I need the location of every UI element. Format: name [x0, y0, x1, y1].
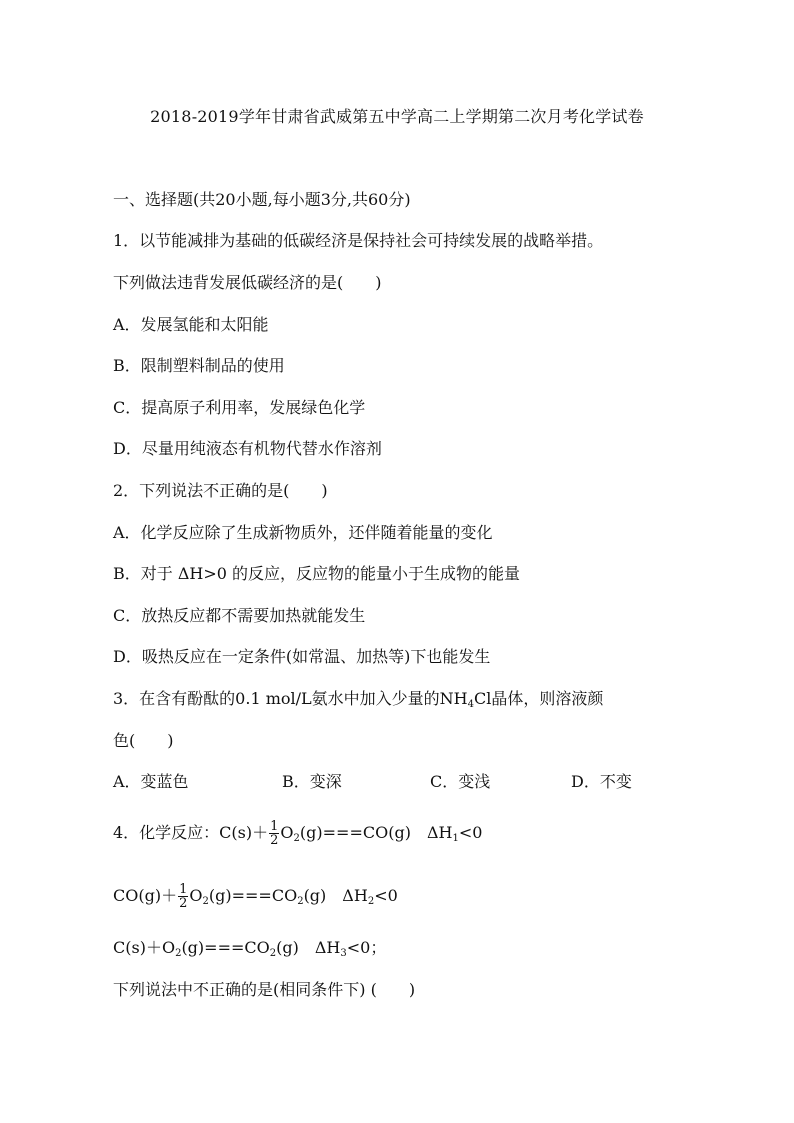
section-header: 一、选择题(共20小题,每小题3分,共60分) — [113, 190, 411, 209]
o2-symbol: O — [189, 886, 203, 905]
q1-option-c: C．提高原子利用率，发展绿色化学 — [113, 398, 366, 417]
eq1-rest: (g)===CO(g) ΔH — [299, 823, 453, 842]
q3-stem-line2: 色( ) — [113, 731, 174, 750]
q3-stem-line1 — [113, 688, 603, 710]
q3-option-d: D．不变 — [571, 772, 632, 791]
eq3-a: C(s)＋O — [113, 938, 176, 957]
dh3-subscript: 3 — [340, 948, 347, 959]
fraction-denominator: 2 — [270, 833, 279, 848]
o2-subscript: 2 — [293, 833, 300, 844]
q3-option-c: C．变浅 — [430, 772, 491, 791]
eq3-c: (g) ΔH — [276, 938, 341, 957]
q1-option-d: D．尽量用纯液态有机物代替水作溶剂 — [113, 439, 382, 458]
eq2-end: <0 — [374, 886, 398, 905]
q4-prefix: 4．化学反应：C(s)＋ — [113, 823, 269, 842]
q1-option-b: B．限制塑料制品的使用 — [113, 356, 285, 375]
eq2-rest: (g)===CO — [208, 886, 298, 905]
q2-stem: 2．下列说法不正确的是( ) — [113, 481, 328, 500]
q1-stem-line2: 下列做法违背发展低碳经济的是( ) — [113, 273, 382, 292]
q4-equation-2 — [113, 883, 398, 910]
exam-title: 2018-2019学年甘肃省武威第五中学高二上学期第二次月考化学试卷 — [150, 107, 644, 126]
fraction-numerator: 1 — [270, 819, 279, 834]
q2-option-b: B．对于 ΔH>0 的反应，反应物的能量小于生成物的能量 — [113, 564, 521, 583]
co2-subscript: 2 — [297, 896, 304, 907]
fraction-denominator: 2 — [179, 896, 188, 911]
eq3-b: (g)===CO — [181, 938, 270, 957]
q2-option-d: D．吸热反应在一定条件(如常温、加热等)下也能发生 — [113, 647, 491, 666]
dh1-subscript: 1 — [452, 833, 459, 844]
o2-subscript: 2 — [202, 896, 209, 907]
q1-stem-line1: 1．以节能减排为基础的低碳经济是保持社会可持续发展的战略举措。 — [113, 231, 604, 250]
one-half-fraction — [178, 883, 188, 910]
fraction-numerator: 1 — [179, 882, 188, 897]
q1-option-a: A．发展氢能和太阳能 — [113, 315, 269, 334]
q3-stem-part2: Cl晶体，则溶液颜 — [473, 689, 604, 708]
q4-stem-last: 下列说法中不正确的是(相同条件下) ( ) — [113, 980, 416, 999]
q4-equation-3 — [113, 937, 386, 959]
one-half-fraction — [269, 820, 279, 847]
eq1-end: <0 — [458, 823, 483, 842]
eq3-end: <0； — [346, 938, 387, 957]
q3-option-a: A．变蓝色 — [113, 772, 189, 791]
q2-option-c: C．放热反应都不需要加热就能发生 — [113, 606, 366, 625]
co2-subscript: 2 — [269, 948, 277, 959]
eq2-prefix: CO(g)＋ — [113, 886, 178, 905]
dh2-subscript: 2 — [367, 896, 375, 907]
eq2-g: (g) ΔH — [303, 886, 368, 905]
q2-option-a: A．化学反应除了生成新物质外，还伴随着能量的变化 — [113, 523, 493, 542]
q4-equation-1 — [113, 820, 482, 847]
q3-stem-subscript: 4 — [467, 699, 474, 710]
o2-subscript: 2 — [175, 948, 182, 959]
q3-stem-part1: 3．在含有酚酞的0.1 mol/L氨水中加入少量的NH — [113, 689, 468, 708]
o2-symbol: O — [280, 823, 294, 842]
q3-option-b: B．变深 — [282, 772, 342, 791]
